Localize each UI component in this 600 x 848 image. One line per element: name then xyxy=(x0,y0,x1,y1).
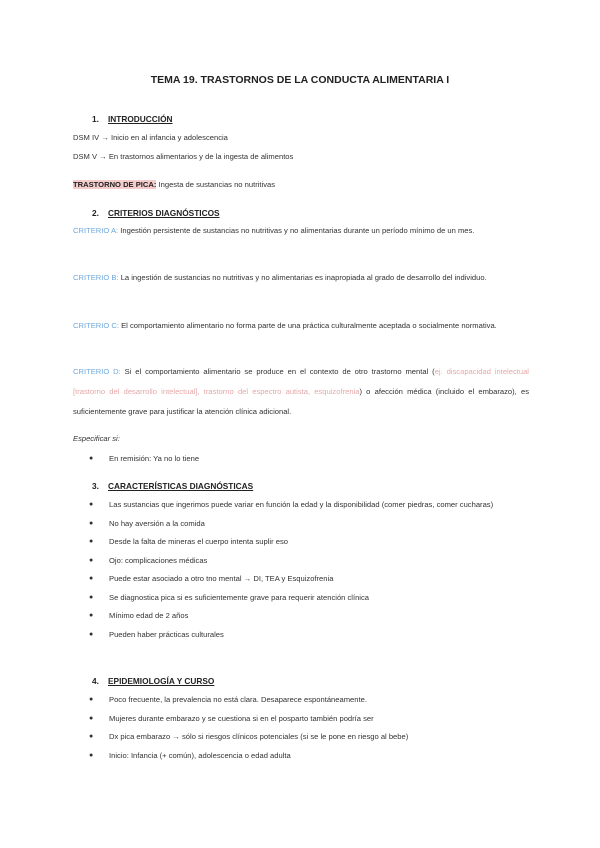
bullet-icon: ● xyxy=(89,630,94,638)
intro-line-dsm5: DSM V → En trastornos alimentarios y de la ingesta de alimentos xyxy=(73,152,294,161)
bullet-icon: ● xyxy=(89,714,94,722)
list-item: ● Ojo: complicaciones médicas xyxy=(89,552,529,571)
bullet-icon: ● xyxy=(89,519,94,527)
bullet-icon: ● xyxy=(89,593,94,601)
section-heading-criterios xyxy=(92,208,220,218)
criterion-a xyxy=(73,221,529,241)
criterion-c xyxy=(73,316,529,336)
section-number: 3. xyxy=(92,481,99,491)
criterion-a-label: CRITERIO A: xyxy=(73,226,119,235)
criterion-c-text: El comportamiento alimentario no forma parte de una práctica culturalmente aceptada o socialmente normativa. xyxy=(119,321,497,330)
section-label: CRITERIOS DIAGNÓSTICOS xyxy=(108,208,220,218)
bullet-icon: ● xyxy=(89,575,94,582)
specify-label: Especificar si: xyxy=(73,434,120,443)
intro-line-dsm4: DSM IV → Inicio en al infancia y adolescencia xyxy=(73,133,228,142)
pica-definition xyxy=(73,180,275,189)
characteristics-list xyxy=(89,496,529,644)
section-number: 4. xyxy=(92,676,99,686)
section-label: CARACTERÍSTICAS DIAGNÓSTICAS xyxy=(108,481,254,491)
criterion-c-label: CRITERIO C: xyxy=(73,321,119,330)
list-item: ● Mínimo edad de 2 años xyxy=(89,607,529,626)
specify-list xyxy=(89,450,529,469)
criterion-a-text: Ingestión persistente de sustancias no nutritivas y no alimentarias durante un período mínimo de un mes. xyxy=(118,226,475,235)
list-item: ● Pueden haber prácticas culturales xyxy=(89,626,529,645)
section-heading-introduccion xyxy=(92,114,173,124)
section-label: INTRODUCCIÓN xyxy=(108,114,173,124)
list-item: ● Mujeres durante embarazo y se cuestiona si en el posparto también podría ser xyxy=(89,710,529,729)
bullet-icon: ● xyxy=(89,501,94,508)
list-item: ● Inicio: Infancia (+ común), adolescencia o edad adulta xyxy=(89,747,529,766)
bullet-icon: ● xyxy=(89,751,94,759)
epidemiology-list xyxy=(89,691,529,765)
section-number: 2. xyxy=(92,208,99,218)
list-item: ● Dx pica embarazo → sólo si riesgos clínicos potenciales (si se le pone en riesgo al bebe) xyxy=(89,728,529,747)
bullet-icon: ● xyxy=(89,696,94,703)
criterion-d xyxy=(73,362,529,422)
list-item: ● No hay aversión a la comida xyxy=(89,515,529,534)
pica-text: Ingesta de sustancias no nutritivas xyxy=(156,180,276,189)
list-item: ● En remisión: Ya no lo tiene xyxy=(89,450,529,469)
section-heading-caracteristicas xyxy=(92,481,253,491)
criterion-b-label: CRITERIO B: xyxy=(73,273,119,282)
section-label: EPIDEMIOLOGÍA Y CURSO xyxy=(108,676,215,686)
criterion-b-text: La ingestión de sustancias no nutritivas y no alimentarias es inapropiada al grado de desarrollo del individuo. xyxy=(118,273,487,282)
bullet-icon: ● xyxy=(89,556,94,564)
pica-label: TRASTORNO DE PICA: xyxy=(73,180,157,189)
list-item: ● Las sustancias que ingerimos puede variar en función la edad y la disponibilidad (comer piedras, comer cucharas) xyxy=(89,496,529,515)
bullet-icon: ● xyxy=(89,733,94,740)
list-item: ● Poco frecuente, la prevalencia no está clara. Desaparece espontáneamente. xyxy=(89,691,529,710)
page-title: TEMA 19. TRASTORNOS DE LA CONDUCTA ALIMENTARIA I xyxy=(150,74,450,86)
list-item: ● Se diagnostica pica si es suficientemente grave para requerir atención clínica xyxy=(89,589,529,608)
section-number: 1. xyxy=(92,114,99,124)
bullet-icon: ● xyxy=(89,612,94,619)
section-heading-epidemiologia xyxy=(92,676,214,686)
criterion-d-examples: ej. discapacidad intelectual [trastorno del desarrollo intelectual], trastorno del espectro autista, esquizofrenia xyxy=(73,367,529,396)
criterion-d-text-1: Si el comportamiento alimentario se produce en el contexto de otro trastorno mental ( xyxy=(120,367,435,376)
criterion-b xyxy=(73,268,529,288)
bullet-icon: ● xyxy=(89,455,94,462)
criterion-d-label: CRITERIO D: xyxy=(73,367,121,376)
list-item: ● Desde la falta de mineras el cuerpo intenta suplir eso xyxy=(89,533,529,552)
criterion-d-text-2: ) o afección médica (incluido el embarazo), es suficientemente grave para justificar la atención clínica adicional. xyxy=(73,387,529,416)
list-item: ● Puede estar asociado a otro tno mental → DI, TEA y Esquizofrenia xyxy=(89,570,529,589)
bullet-icon: ● xyxy=(89,538,94,545)
